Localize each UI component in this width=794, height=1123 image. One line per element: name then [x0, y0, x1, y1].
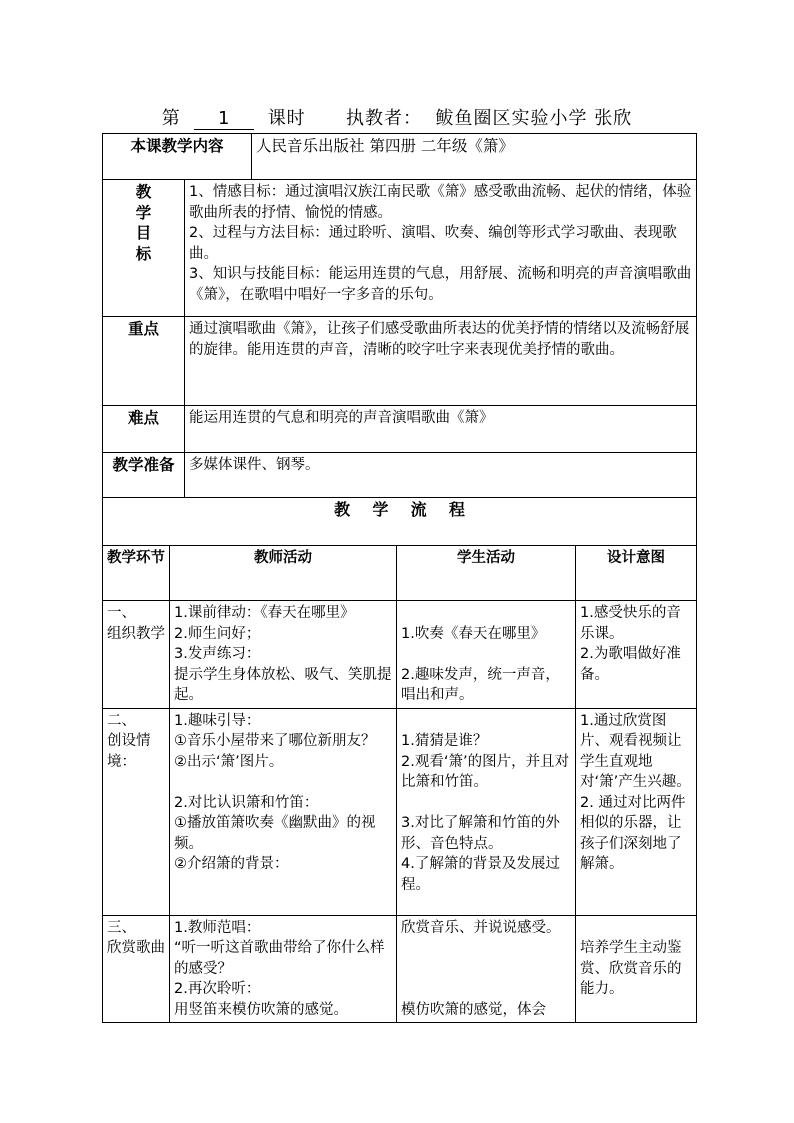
- col-teacher: 教师活动: [170, 546, 397, 601]
- goals-label: 教 学 目 标: [103, 180, 185, 317]
- flow-title: 教 学 流 程: [103, 498, 697, 546]
- lesson-header: [0, 104, 794, 130]
- prep-row: [103, 453, 697, 498]
- col-stage: 教学环节: [103, 546, 170, 601]
- key-row: [103, 317, 697, 406]
- flow-student: 欣赏音乐、并说说感受。 模仿吹箫的感觉，体会: [397, 915, 576, 1023]
- teacher-label: 执教者：: [346, 108, 423, 129]
- lesson-suffix: 课时: [267, 108, 306, 129]
- key-text: 通过演唱歌曲《箫》，让孩子们感受歌曲所表达的优美抒情的情绪以及流畅舒展的旋律。能用连贯的声音，清晰的咬字吐字来表现优美抒情的歌曲。: [185, 317, 697, 406]
- flow-row: [103, 708, 697, 915]
- flow-title-row: [103, 498, 697, 546]
- flow-row: [103, 915, 697, 1023]
- goals-text: 1、情感目标：通过演唱汉族江南民歌《箫》感受歌曲流畅、起伏的情绪，体验歌曲所表的抒情、愉悦的情感。 2、过程与方法目标：通过聆听、演唱、吹奏、编创等形式学习歌曲、表现歌曲。 3、知识与技能目标：能运用连贯的气息，用舒展、流畅和明亮的声音演唱歌曲《箫》，在歌唱中唱好一字多音的乐句。: [185, 180, 697, 317]
- flow-intent: 1.通过欣赏图片、观看视频让学生直观地对‘箫’产生兴趣。 2. 通过对比两件相似的乐器，让孩子们深刻地了解箫。: [576, 708, 697, 915]
- content-row: [103, 134, 697, 180]
- key-label: 重点: [103, 317, 185, 406]
- flow-stage: 一、 组织教学: [103, 601, 170, 709]
- flow-teacher: 1.趣味引导： ①音乐小屋带来了哪位新朋友？ ②出示‘箫’图片。 2.对比认识箫和竹笛： ①播放笛箫吹奏《幽默曲》的视频。 ②介绍箫的背景：: [170, 708, 397, 915]
- difficulty-text: 能运用连贯的气息和明亮的声音演唱歌曲《箫》: [185, 406, 697, 453]
- flow-teacher: 1.教师范唱： “听一听这首歌曲带给了你什么样的感受？ 2.再次聆听： 用竖笛来模仿吹箫的感觉。: [170, 915, 397, 1023]
- content-value: 人民音乐出版社 第四册 二年级《箫》: [252, 134, 697, 180]
- prep-label: 教学准备: [103, 453, 185, 498]
- flow-teacher: 1.课前律动：《春天在哪里》 2.师生问好； 3.发声练习： 提示学生身体放松、吸气、笑肌提起。: [170, 601, 397, 709]
- flow-student: 1.吹奏《春天在哪里》 2.趣味发声，统一声音，唱出和声。: [397, 601, 576, 709]
- lesson-plan-table: [102, 133, 697, 1023]
- flow-stage: 二、 创设情境：: [103, 708, 170, 915]
- difficulty-label: 难点: [103, 406, 185, 453]
- flow-intent: 1.感受快乐的音乐课。 2.为歌唱做好准备。: [576, 601, 697, 709]
- difficulty-row: [103, 406, 697, 453]
- flow-stage: 三、 欣赏歌曲: [103, 915, 170, 1023]
- flow-row: [103, 601, 697, 709]
- teacher-name: 鲅鱼圈区实验小学 张欣: [435, 108, 633, 129]
- flow-student: 1.猜猜是谁？ 2.观看‘箫’的图片，并且对比箫和竹笛。 3.对比了解箫和竹笛的外形、音色特点。 4.了解箫的背景及发展过程。: [397, 708, 576, 915]
- flow-intent: 培养学生主动鉴赏、欣赏音乐的能力。: [576, 915, 697, 1023]
- col-student: 学生活动: [397, 546, 576, 601]
- content-label: 本课教学内容: [103, 134, 252, 180]
- col-intent: 设计意图: [576, 546, 697, 601]
- lesson-number: 1: [194, 109, 254, 130]
- flow-header-row: [103, 546, 697, 601]
- goals-row: [103, 180, 697, 317]
- prep-text: 多媒体课件、钢琴。: [185, 453, 697, 498]
- lesson-prefix: 第: [161, 108, 181, 129]
